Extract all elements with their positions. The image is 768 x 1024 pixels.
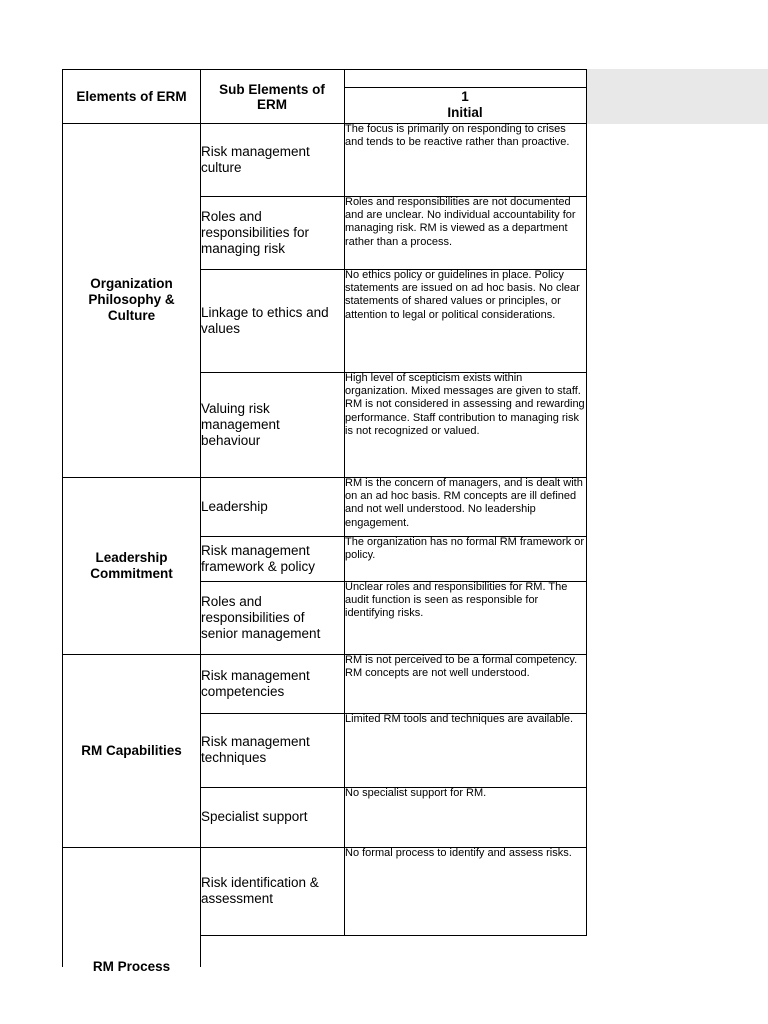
- element-rm-process: [62, 847, 201, 974]
- description-cell: High level of scepticism exists within organization. Mixed messages are given to staff. RM is not considered in assessing and rewarding performance. Staff contribution to managing risk is not recognized or valued.: [344, 372, 587, 478]
- description-cell: No specialist support for RM.: [344, 787, 587, 848]
- description-cell: RM is the concern of managers, and is dealt with on an ad hoc basis. RM concepts are ill defined and not well understood. No leadership engagement.: [344, 477, 587, 537]
- sub-element-cell: Risk management techniques: [200, 713, 345, 788]
- sub-element-cell: Risk identification & assessment: [200, 847, 345, 936]
- level-number: 1: [461, 89, 469, 104]
- sub-element-cell: Risk management competencies: [200, 654, 345, 714]
- sub-element-cell: Risk management culture: [200, 123, 345, 197]
- description-cell: The focus is primarily on responding to crises and tends to be reactive rather than proactive.: [344, 123, 587, 197]
- element-leadership-commitment: Leadership Commitment: [62, 477, 201, 655]
- sub-element-cell: Linkage to ethics and values: [200, 269, 345, 373]
- sub-element-cell: Valuing risk management behaviour: [200, 372, 345, 478]
- description-cell: No formal process to identify and assess risks.: [344, 847, 587, 936]
- header-elements-of-erm: Elements of ERM: [62, 69, 201, 124]
- description-cell: RM is not perceived to be a formal competency. RM concepts are not well understood.: [344, 654, 587, 714]
- sub-element-cell: Roles and responsibilities for managing risk: [200, 196, 345, 270]
- adjacent-column-background: [586, 69, 768, 124]
- element-rm-capabilities: RM Capabilities: [62, 654, 201, 848]
- description-cell: The organization has no formal RM framework or policy.: [344, 536, 587, 582]
- header-level-initial: [344, 87, 587, 124]
- sub-element-cell: Risk management framework & policy: [200, 536, 345, 582]
- erm-maturity-table: [62, 69, 587, 974]
- element-rm-process-label: RM Process: [92, 959, 171, 974]
- description-cell: Roles and responsibilities are not documented and are unclear. No individual accountability for managing risk. RM is viewed as a department rather than a process.: [344, 196, 587, 270]
- sub-element-cell: Specialist support: [200, 787, 345, 848]
- header-level-group: [344, 69, 587, 88]
- level-name: Initial: [447, 105, 483, 120]
- header-sub-elements-of-erm: Sub Elements of ERM: [200, 69, 345, 124]
- description-cell: Unclear roles and responsibilities for RM. The audit function is seen as responsible for identifying risks.: [344, 581, 587, 655]
- description-cell: Limited RM tools and techniques are available.: [344, 713, 587, 788]
- sub-element-cell: Leadership: [200, 477, 345, 537]
- sub-element-cell: Roles and responsibilities of senior management: [200, 581, 345, 655]
- description-cell: No ethics policy or guidelines in place. Policy statements are issued on ad hoc basis. No clear statements of shared values or principles, or attention to legal or political considerations.: [344, 269, 587, 373]
- element-organization-philosophy-culture: Organization Philosophy & Culture: [62, 123, 201, 478]
